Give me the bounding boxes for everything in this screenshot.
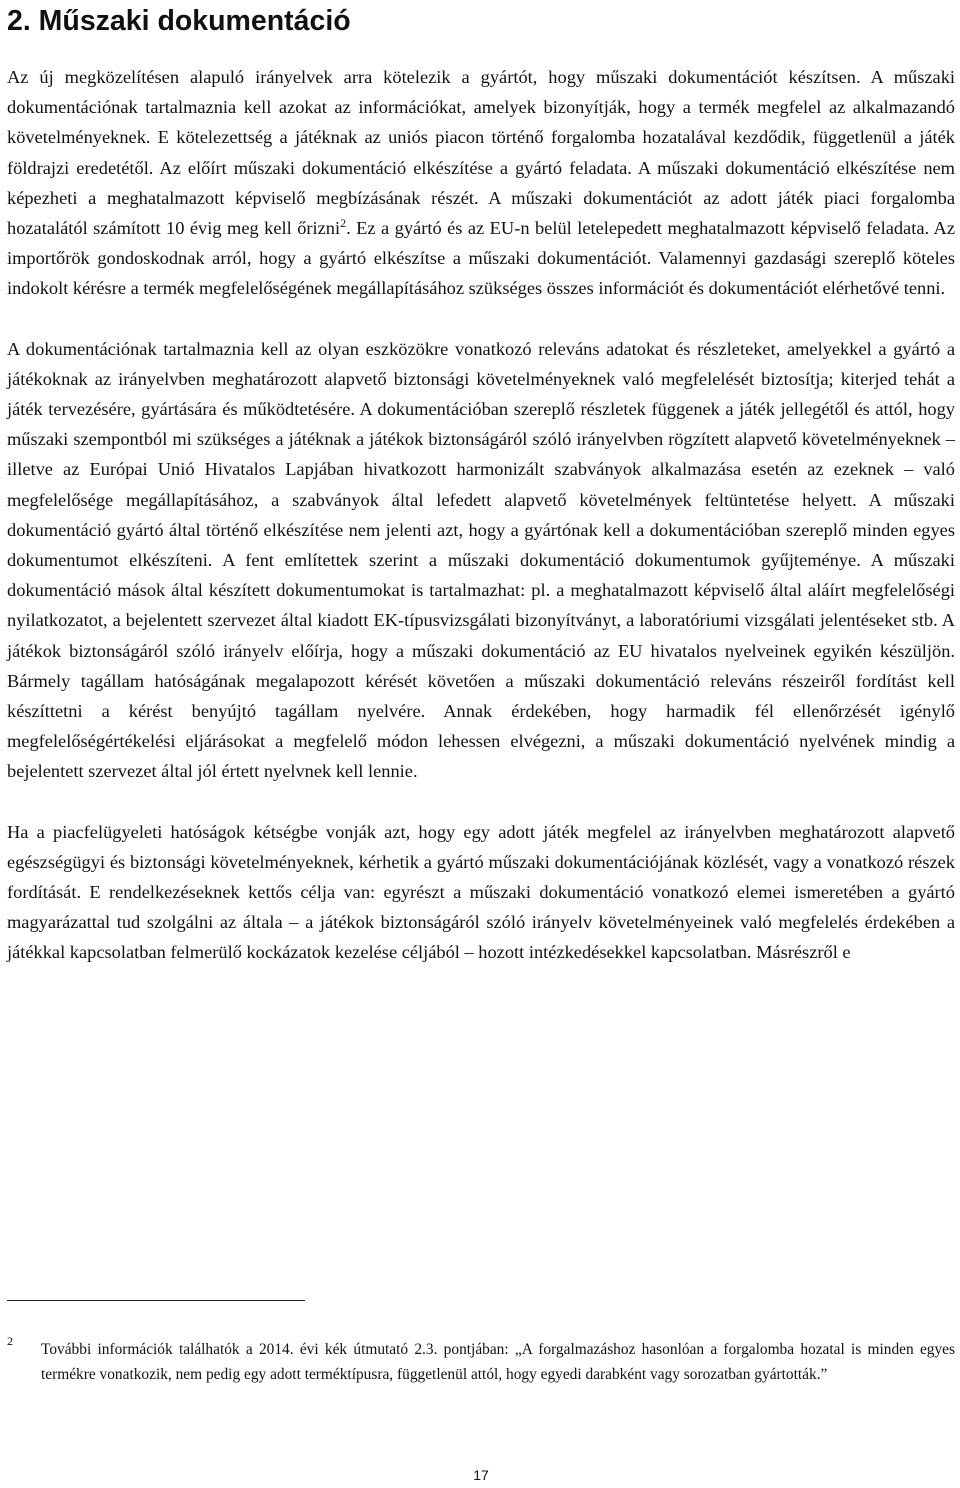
paragraph-text: Az új megközelítésen alapuló irányelvek arra kötelezik a gyártót, hogy műszaki dokumentációt készítsen. A műszaki dokumentációnak tartalmaznia kell azokat az információkat, amelyek bizonyítják, hogy a termék megfelel az alkalmazandó követelményeknek. E kötelezettség a játéknak az uniós piacon történő forgalomba hozatalával kezdődik, függetlenül a játék földrajzi eredetétől. Az előírt műszaki dokumentáció elkészítése a gyártó feladata. A műszaki dokumentáció elkészítése nem képezheti a meghatalmazott képviselő megbízásának részét. A műszaki dokumentációt az adott játék piaci forgalomba hozatalától számított 10 évig meg kell őrizni [7, 67, 955, 239]
footnote-separator [7, 1300, 305, 1301]
footnote-number: 2 [7, 1334, 13, 1348]
document-page [7, 0, 955, 1483]
page-number: 17 [473, 1467, 489, 1483]
section-heading: 2. Műszaki dokumentáció [7, 5, 351, 37]
paragraph-text-continued: . Ez a gyártó és az EU-n belül letelepedett meghatalmazott képviselő feladata. Az importőrök gondoskodnak arról, hogy a gyártó elkészítse a műszaki dokumentációt. Valamennyi gazdasági szereplő köteles indokolt kérésre a termék megfelelőségének megállapításához szükséges összes információt és dokumentációt elérhetővé tenni. [7, 218, 955, 299]
paragraph-market-surveillance: Ha a piacfelügyeleti hatóságok kétségbe vonják azt, hogy egy adott játék megfelel az irányelvben meghatározott alapvető egészségügyi és biztonsági követelményeknek, kérhetik a gyártó műszaki dokumentációjának közlését, vagy a vonatkozó részek fordítását. E rendelkezéseknek kettős célja van: egyrészt a műszaki dokumentáció vonatkozó elemei ismeretében a gyártó magyarázattal tud szolgálni az általa – a játékok biztonságáról szóló irányelv követelményeinek való megfelelés érdekében a játékkal kapcsolatban felmerülő kockázatok kezelése céljából – hozott intézkedésekkel kapcsolatban. Másrészről e [7, 821, 955, 963]
paragraph-documentation-contents: A dokumentációnak tartalmaznia kell az olyan eszközökre vonatkozó releváns adatokat és részleteket, amelyekkel a gyártó a játékoknak az irányelvben meghatározott alapvető biztonsági követelményeknek való megfelelését biztosítja; kiterjed tehát a játék tervezésére, gyártására és működtetésére. A dokumentációban szereplő részletek függenek a játék jellegétől és attól, hogy műszaki szempontból mi szükséges a játéknak a játékok biztonságáról szóló irányelvben rögzített alapvető követelményeknek – illetve az Európai Unió Hivatalos Lapjában hivatkozott harmonizált szabványok alkalmazása esetén az ezeknek – való megfelelősége megállapításához, a szabványok által lefedett alapvető követelmények feltüntetése helyett. A műszaki dokumentáció gyártó által történő elkészítése nem jelenti azt, hogy a gyártónak kell a dokumentációban szereplő minden egyes dokumentumot elkészíteni. A fent említettek szerint a műszaki dokumentáció dokumentumok gyűjteménye. A műszaki dokumentáció mások által készített dokumentumokat is tartalmazhat: pl. a meghatalmazott képviselő által aláírt megfelelőségi nyilatkozatot, a bejelentett szervezet által kiadott EK-típusvizsgálati bizonyítványt, a laboratóriumi vizsgálati jelentéseket stb. A játékok biztonságáról szóló irányelv előírja, hogy a műszaki dokumentáció az EU hivatalos nyelveinek egyikén készüljön. Bármely tagállam hatóságának megalapozott kérését követően a műszaki dokumentáció releváns részeiről fordítást kell készíttetni a kérést benyújtó tagállam nyelvére. Annak érdekében, hogy harmadik fél ellenőrzését igénylő megfelelőségértékelési eljárásokat a megfelelő módon lehessen elvégezni, a műszaki dokumentáció nyelvének mindig a bejelentett szervezet által jól értett nyelvnek kell lennie. [7, 338, 955, 782]
paragraph-technical-documentation-obligation [7, 62, 955, 304]
footnote [7, 1334, 955, 1388]
footnote-text: További információk találhatók a 2014. évi kék útmutató 2.3. pontjában: „A forgalmazáshoz hasonlóan a forgalomba hozatal is minden egyes termékre vonatkozik, nem pedig egy adott terméktípusra, függetlenül attól, hogy egyedi darabként vagy sorozatban gyártották.” [41, 1341, 955, 1384]
footnote-reference[interactable]: 2 [340, 216, 347, 231]
